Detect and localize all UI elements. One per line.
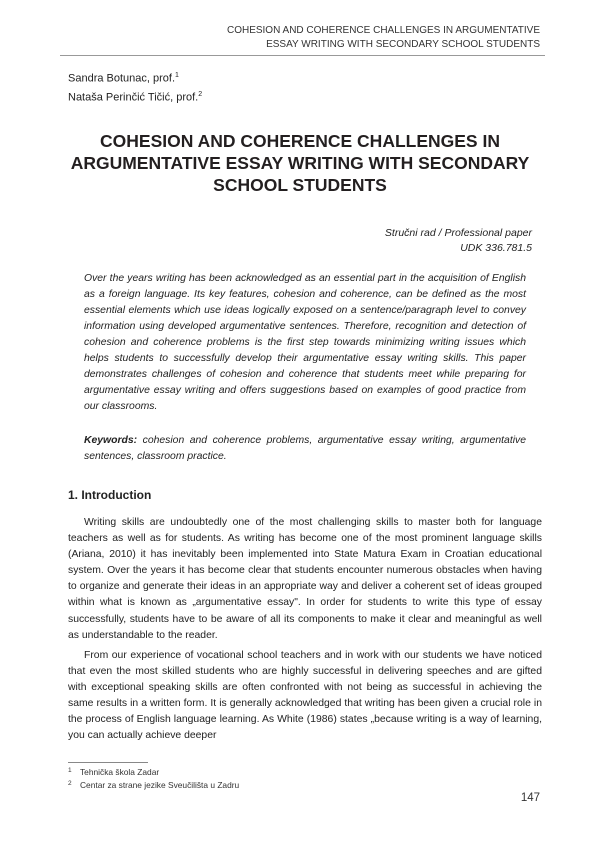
author-2-name: Nataša Perinčić Tičić, prof. xyxy=(68,91,199,104)
footnote-2-number: 2 xyxy=(68,780,72,787)
udk-code: UDK 336.781.5 xyxy=(460,242,532,254)
keywords-text: cohesion and coherence problems, argumentative essay writing, argumentative sentences, classroom practice. xyxy=(84,435,526,462)
page-number: 147 xyxy=(520,792,540,804)
section-body xyxy=(68,515,542,744)
section-heading: 1. Introduction xyxy=(68,488,152,502)
author-2 xyxy=(68,87,202,106)
running-header-line-2: ESSAY WRITING WITH SECONDARY SCHOOL STUDENTS xyxy=(266,39,540,50)
body-paragraph-2: From our experience of vocational school teachers and in work with our students we have noticed that even the most skilled students who are highly successful in delivering speeches and are gifted with exceptional speaking skills are often confronted with not being as successful in achieving the same results in a written form. It is generally acknowledged that writing has been given a crucial role in the process of English language learning. As White (1986) states „because writing is a way of learning, you can actually achieve deeper xyxy=(68,649,542,742)
paper-type-label: Stručni rad / Professional paper xyxy=(384,227,532,239)
keywords-paragraph xyxy=(84,433,526,465)
header-divider xyxy=(60,55,545,56)
footnote-1-text: Tehnička škola Zadar xyxy=(80,767,160,777)
author-1-footnote-mark: 1 xyxy=(175,72,179,79)
footnote-1-number: 1 xyxy=(68,767,72,774)
author-1-name: Sandra Botunac, prof. xyxy=(68,72,176,85)
footnote-2 xyxy=(68,779,239,792)
running-header-line-1: COHESION AND COHERENCE CHALLENGES IN ARGUMENTATIVE xyxy=(226,25,540,36)
keywords xyxy=(84,433,526,465)
footnote-divider xyxy=(68,762,148,763)
author-list xyxy=(68,68,202,105)
paper-classification xyxy=(385,226,532,256)
abstract xyxy=(84,271,526,415)
author-2-footnote-mark: 2 xyxy=(198,90,203,98)
paper-title-line-1: COHESION AND COHERENCE CHALLENGES IN xyxy=(100,131,500,151)
paper-title-line-3: SCHOOL STUDENTS xyxy=(213,175,387,195)
footnote-1 xyxy=(68,766,239,779)
paper-title xyxy=(62,130,538,196)
keywords-label: Keywords: xyxy=(84,435,138,446)
abstract-text: Over the years writing has been acknowledged as an essential part in the acquisition of English as a foreign language. Its key features, cohesion and coherence, can be defined as the most essential elements which use ideas logically exposed on a sentence/paragraph level to convey information using developed argumentative sentences. Therefore, recognition and detection of cohesion and coherence problems is the first step towards minimizing writing issues which helps students to successfully develop their argumentative essay writing skills. This paper demonstrates challenges of cohesion and coherence that students meet while preparing for argumentative essay writing and offers suggestions based on examples of good practice from our classrooms. xyxy=(84,273,526,412)
running-header xyxy=(190,24,540,52)
author-1 xyxy=(68,68,202,87)
paper-title-line-2: ARGUMENTATIVE ESSAY WRITING WITH SECONDARY xyxy=(70,153,530,173)
body-paragraph-1: Writing skills are undoubtedly one of the most challenging skills to master both for language teachers as well as for students. As writing has become one of the most prominent language skills (Ariana, 2010) it has inevitably been implemented into State Matura Exam in Croatian educational system. Over the years it has become clear that students encounter numerous obstacles when having to organize and generate their ideas in an appropriate way and deliver a coherent set of ideas grouped within what is known as „argumentative essay". In order for students to write this type of essay successfully, students have to be aware of all its components to make it clear and meaningful as well as understandable to the reader. xyxy=(68,517,542,641)
footnote-2-text: Centar za strane jezike Sveučilišta u Zadru xyxy=(80,780,240,790)
footnotes xyxy=(68,766,239,792)
